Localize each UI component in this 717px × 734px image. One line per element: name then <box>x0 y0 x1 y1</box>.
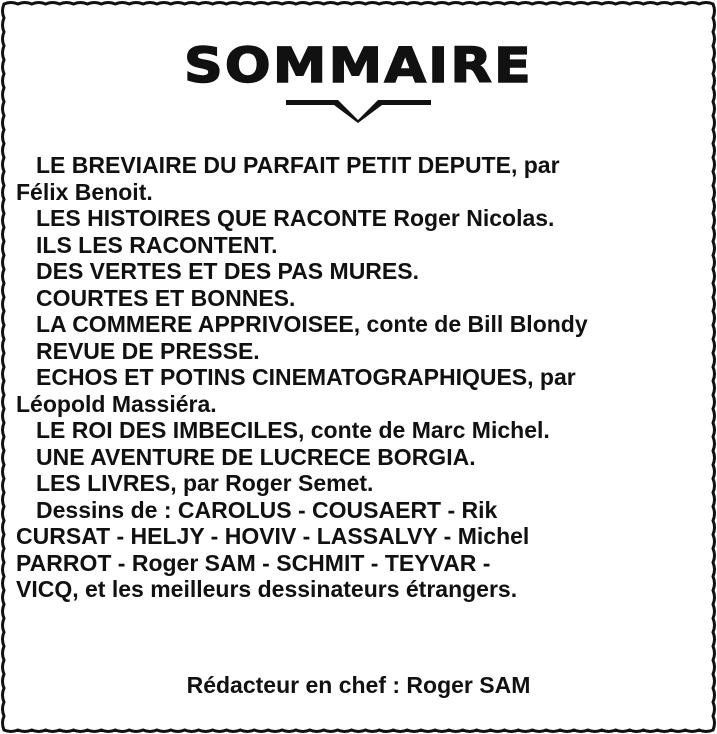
toc-entry-dessins-4: VICQ, et les meilleurs dessinateurs étrangers. <box>16 576 518 602</box>
toc-entry-echos-author: Léopold Massiéra. <box>16 390 217 417</box>
toc-entry-echos: ECHOS ET POTINS CINEMATOGRAPHIQUES, par <box>36 364 576 390</box>
page-title: SOMMAIRE <box>183 38 534 94</box>
toc-entry-dessins-2: CURSAT - HELJY - HOVIV - LASSALVY - Michel <box>16 523 530 549</box>
table-of-contents <box>16 152 686 603</box>
toc-entry-lucrece: UNE AVENTURE DE LUCRECE BORGIA. <box>36 443 476 470</box>
toc-entry-roi: LE ROI DES IMBECILES, conte de Marc Michel. <box>36 417 550 443</box>
toc-entry-courtes: COURTES ET BONNES. <box>36 284 296 311</box>
toc-entry-commere: LA COMMERE APPRIVOISEE, conte de Bill Blondy <box>36 311 588 337</box>
toc-entry-dessins-1: Dessins de : CAROLUS - COUSAERT - Rik <box>36 496 498 523</box>
down-arrow-icon <box>286 96 431 124</box>
toc-entry-revue: REVUE DE PRESSE. <box>36 337 260 364</box>
toc-entry-livres: LES LIVRES, par Roger Semet. <box>36 470 374 496</box>
toc-entry-breviaire: LE BREVIAIRE DU PARFAIT PETIT DEPUTE, par <box>36 152 560 178</box>
toc-entry-racontent: ILS LES RACONTENT. <box>36 231 278 258</box>
toc-entry-breviaire-author: Félix Benoit. <box>16 178 153 205</box>
toc-entry-dessins-3: PARROT - Roger SAM - SCHMIT - TEYVAR - <box>16 549 491 576</box>
editor-credit: Rédacteur en chef : Roger SAM <box>186 672 531 698</box>
toc-entry-histoires: LES HISTOIRES QUE RACONTE Roger Nicolas. <box>36 205 555 231</box>
toc-entry-vertes: DES VERTES ET DES PAS MURES. <box>36 258 419 284</box>
